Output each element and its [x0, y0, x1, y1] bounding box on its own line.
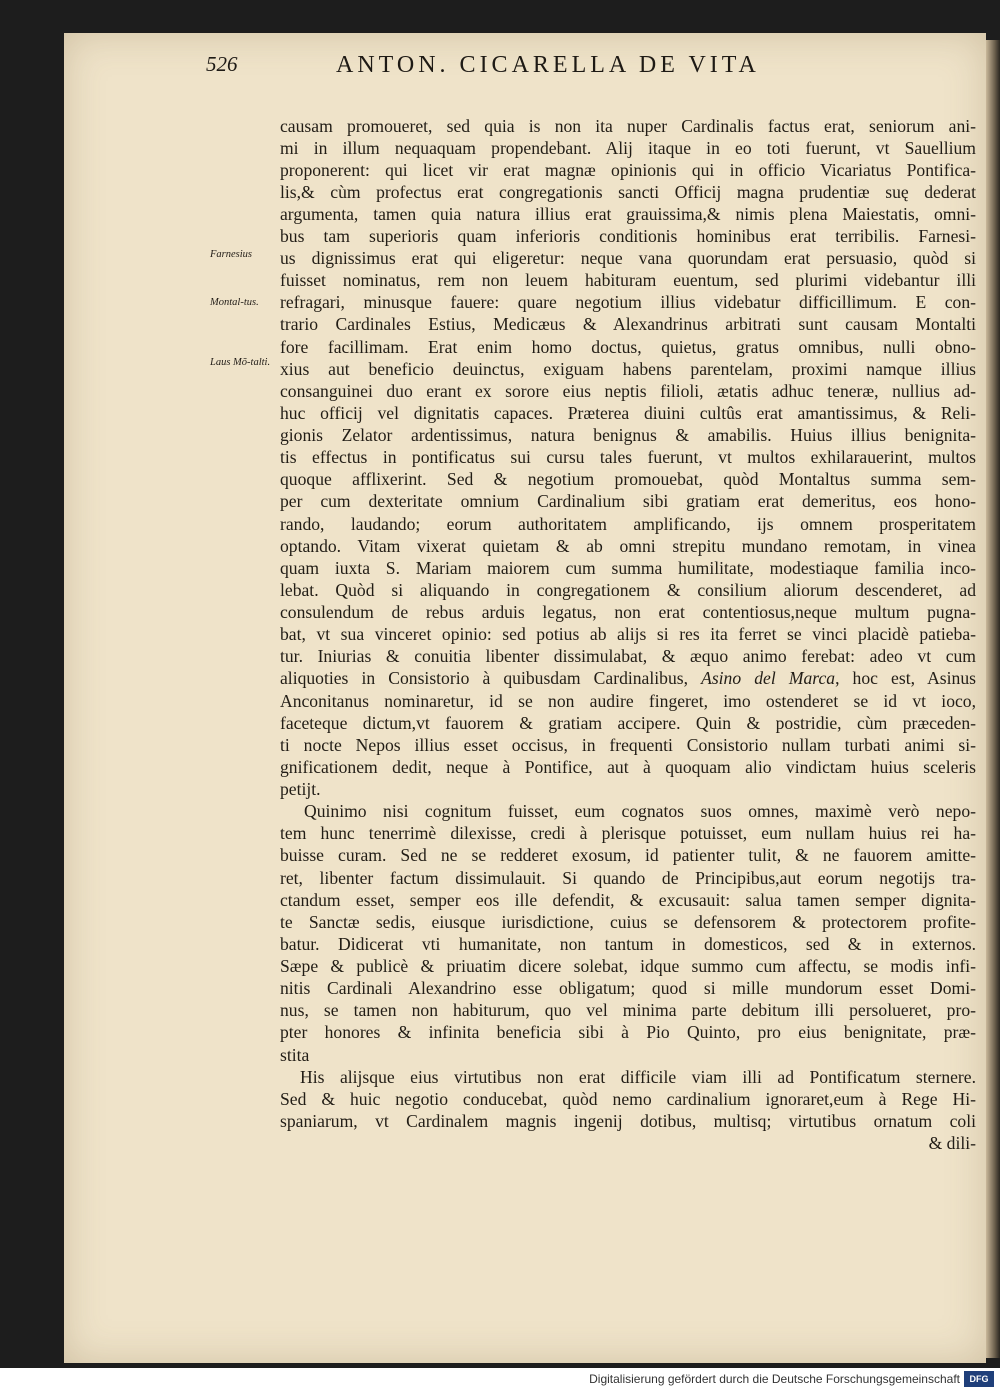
catchword: & dili- — [928, 1135, 976, 1153]
funding-credit: Digitalisierung gefördert durch die Deutsche Forschungsgemeinschaft — [589, 1372, 960, 1386]
text-line: optando. Vitam vixerat quietam & ab omni strepitu mundano remotam, in vinea — [280, 538, 976, 556]
text-line: Quinimo nisi cognitum fuisset, eum cognatos suos omnes, maximè verò nepo- — [304, 803, 976, 821]
text-line: fore facillimam. Erat enim homo doctus, quietus, gratus omnibus, nulli obno- — [280, 339, 976, 357]
text-line: argumenta, tamen quia natura illius erat grauissima,& nimis plena Maiestatis, omni- — [280, 206, 976, 224]
text-line: ti nocte Nepos illius esset occisus, in frequenti Consistorio nullam turbati animi si- — [280, 737, 976, 755]
text-line: te Sanctæ sedis, eiusque iurisdictione, cuius se defensorem & protectorem profite- — [280, 914, 976, 932]
italic-phrase: Asino del Marca — [701, 670, 836, 688]
text-line: lis,& cùm profectus erat congregationis sancti Officij magna prudentiæ suę dederat — [280, 184, 976, 202]
text-line: consanguinei duo erant ex sorore eius neptis filioli, ætatis adhuc teneræ, nullius ad- — [280, 383, 976, 401]
text-line: us dignissimus erat qui eligeretur: neque vana quorundam erat persuasio, quòd si — [280, 250, 976, 268]
marginal-note-montaltus: Montal-tus. — [210, 297, 259, 308]
text-line: quam iuxta S. Mariam maiorem cum summa humilitate, modestiaque familia inco- — [280, 560, 976, 578]
text-line: proponerent: qui licet vir erat magnæ opinionis qui in officio Vicariatus Pontifica- — [280, 162, 976, 180]
text-line: mi in illum nequaquam propendebant. Alij itaque in eo toti fuerunt, vt Sauellium — [280, 140, 976, 158]
text-line: bus tam superioris quam inferioris conditionis hominibus erat terribilis. Farnesi- — [280, 228, 976, 246]
text-line: fuisset nominatus, rem non leuem habituram euentum, sed plurimi videbantur illi — [280, 272, 976, 290]
text-line: stita — [280, 1047, 310, 1065]
text-line: Sed & huic negotio conducebat, quòd nemo cardinalium ignoraret,eum à Rege Hi- — [280, 1091, 976, 1109]
text-line: batur. Didicerat vti humanitate, non tantum in domesticos, sed & in externos. — [280, 936, 976, 954]
text-line: Anconitanus nominaretur, id se non audire fingeret, imo ostenderet se id vt ioco, — [280, 693, 976, 711]
text-line: huc officij vel dignitatis capaces. Præterea diuini cultûs erat amantissimus, & Reli- — [280, 405, 976, 423]
text-line: quoque afflixerint. Sed & negotium promouebat, quòd Montaltus summa sem- — [280, 471, 976, 489]
text-line: gionis Zelator ardentissimus, natura benignus & amabilis. Huius illius benignita- — [280, 427, 976, 445]
footer-bar — [0, 1368, 1000, 1391]
text-line: consulendum de rebus arduis legatus, non erat contentiosus,neque multum pugna- — [280, 604, 976, 622]
text-line: nus, se tamen non habiturum, quo vel minima parte debitum illi persolueret, pro- — [280, 1002, 976, 1020]
text-line: tem hunc tenerrimè dilexisse, credi à plerisque potuisset, eum nullam huius rei ha- — [280, 825, 976, 843]
text-line: per cum dexteritate omnium Cardinalium sibi gratiam erat demeritus, eos hono- — [280, 493, 976, 511]
text-line: aliquoties in Consistorio à quibusdam Cardinalibus, Asino del Marca, hoc est, Asinus — [280, 670, 976, 688]
text-line: lebat. Quòd si aliquando in congregationem & consilium aliorum descenderet, ad — [280, 582, 976, 600]
text-line: ctandum esset, semper eos ille defendit, & excusauit: salua tamen semper dignita- — [280, 892, 976, 910]
text-line: petijt. — [280, 781, 321, 799]
text-line: bat, vt sua vinceret opinio: sed potius ab alijs si res ita ferret se vinci placidè patieba- — [280, 626, 976, 644]
text-line: xius aut beneficio deuinctus, exiguam habens parentelam, proximi namque illius — [280, 361, 976, 379]
marginal-note-farnesius: Farnesius — [210, 249, 252, 260]
text-line: faceteque dictum,vt fauorem & gratiam accipere. Quin & postridie, cùm præceden- — [280, 715, 976, 733]
text-line: rando, laudando; eorum authoritatem amplificando, ijs omnem prosperitatem — [280, 516, 976, 534]
text-line: tur. Iniurias & conuitia libenter dissimulabat, & æquo animo ferebat: adeo vt cum — [280, 648, 976, 666]
text-line: tis effectus in pontificatus sui cursu tales fuerunt, vt multos exhilarauerint, multos — [280, 449, 976, 467]
text-line: spaniarum, vt Cardinalem magnis ingenij dotibus, multisq; virtutibus ornatum coli — [280, 1113, 976, 1131]
page-number: 526 — [206, 52, 238, 76]
page-header — [206, 52, 966, 82]
text-line: refragari, minusque fauere: quare negotium illius videbatur difficillimum. E con- — [280, 294, 976, 312]
page-edge — [986, 40, 1000, 1358]
text-line: gnificationem dedit, neque à Pontifice, aut à quoquam alio vindictam huius sceleris — [280, 759, 976, 777]
text-line: pter honores & infinita beneficia sibi à Pio Quinto, pro eius benignitate, præ- — [280, 1024, 976, 1042]
dfg-logo: DFG — [964, 1371, 994, 1387]
text-line: trario Cardinales Estius, Medicæus & Alexandrinus arbitrati sunt causam Montalti — [280, 316, 976, 334]
marginal-note-laus-montalti: Laus Mõ-talti. — [210, 357, 271, 368]
running-title: ANTON. CICARELLA DE VITA — [336, 52, 760, 78]
text-line: Sæpe & publicè & priuatim dicere solebat, idque summo cum affectu, se modis infi- — [280, 958, 976, 976]
text-line: ret, libenter factum dissimulauit. Si quando de Principibus,aut eorum negotijs tra- — [280, 870, 976, 888]
text-line: buisse curam. Sed ne se redderet exosum, id patienter tulit, & ne fauorem amitte- — [280, 847, 976, 865]
text-line: causam promoueret, sed quia is non ita nuper Cardinalis factus erat, seniorum ani- — [280, 118, 976, 136]
text-line: His alijsque eius virtutibus non erat difficile viam illi ad Pontificatum sternere. — [300, 1069, 976, 1087]
text-line: nitis Cardinali Alexandrino esse obligatum; quod si mille mundorum esset Domi- — [280, 980, 976, 998]
